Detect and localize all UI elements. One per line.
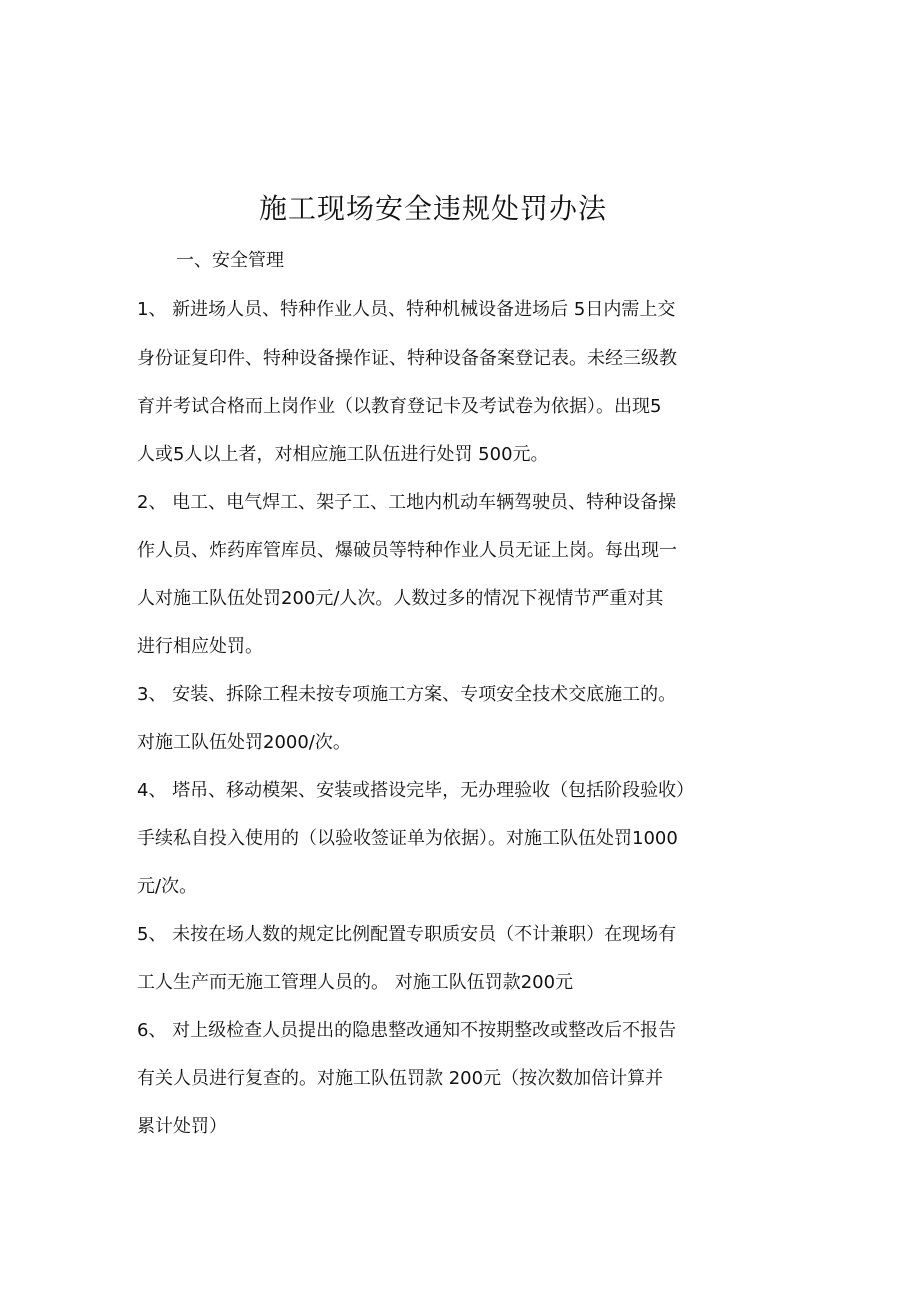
- item-4-line-2: 手续私自投入使用的（以验收签证单为依据）。对施工队伍处罚1000: [137, 828, 678, 849]
- item-4-line-3: 元/次。: [137, 876, 198, 897]
- item-3-line-1: 3、 安装、拆除工程未按专项施工方案、专项安全技术交底施工的。: [137, 684, 677, 705]
- item-4-line-1: 4、 塔吊、移动模架、安装或搭设完毕，无办理验收（包括阶段验收）: [137, 780, 695, 801]
- item-1-line-3: 育并考试合格而上岗作业（以教育登记卡及考试卷为依据）。出现5: [137, 396, 662, 417]
- section-heading: 一、安全管理: [176, 250, 284, 271]
- item-3-line-2: 对施工队伍处罚2000/次。: [137, 732, 351, 753]
- item-6-line-3: 累计处罚）: [137, 1116, 227, 1137]
- document-title: 施工现场安全违规处罚办法: [258, 192, 607, 225]
- item-6-line-2: 有关人员进行复查的。对施工队伍罚款 200元（按次数加倍计算并: [137, 1068, 664, 1089]
- item-2-line-3: 人对施工队伍处罚200元/人次。人数过多的情况下视情节严重对其: [137, 588, 664, 609]
- item-2-line-2: 作人员、炸药库管库员、爆破员等特种作业人员无证上岗。每出现一: [137, 540, 677, 561]
- item-1-line-4: 人或5人以上者，对相应施工队伍进行处罚 500元。: [137, 444, 549, 465]
- item-5-line-2: 工人生产而无施工管理人员的。 对施工队伍罚款200元: [137, 972, 574, 993]
- item-2-line-1: 2、 电工、电气焊工、架子工、工地内机动车辆驾驶员、特种设备操: [137, 492, 677, 513]
- item-2-line-4: 进行相应处罚。: [137, 636, 263, 657]
- item-6-line-1: 6、 对上级检查人员提出的隐患整改通知不按期整改或整改后不报告: [137, 1020, 677, 1041]
- item-1-line-1: 1、 新进场人员、特种作业人员、特种机械设备进场后 5日内需上交: [137, 299, 676, 320]
- item-5-line-1: 5、 未按在场人数的规定比例配置专职质安员（不计兼职）在现场有: [137, 924, 677, 945]
- item-1-line-2: 身份证复印件、特种设备操作证、特种设备备案登记表。未经三级教: [137, 348, 677, 369]
